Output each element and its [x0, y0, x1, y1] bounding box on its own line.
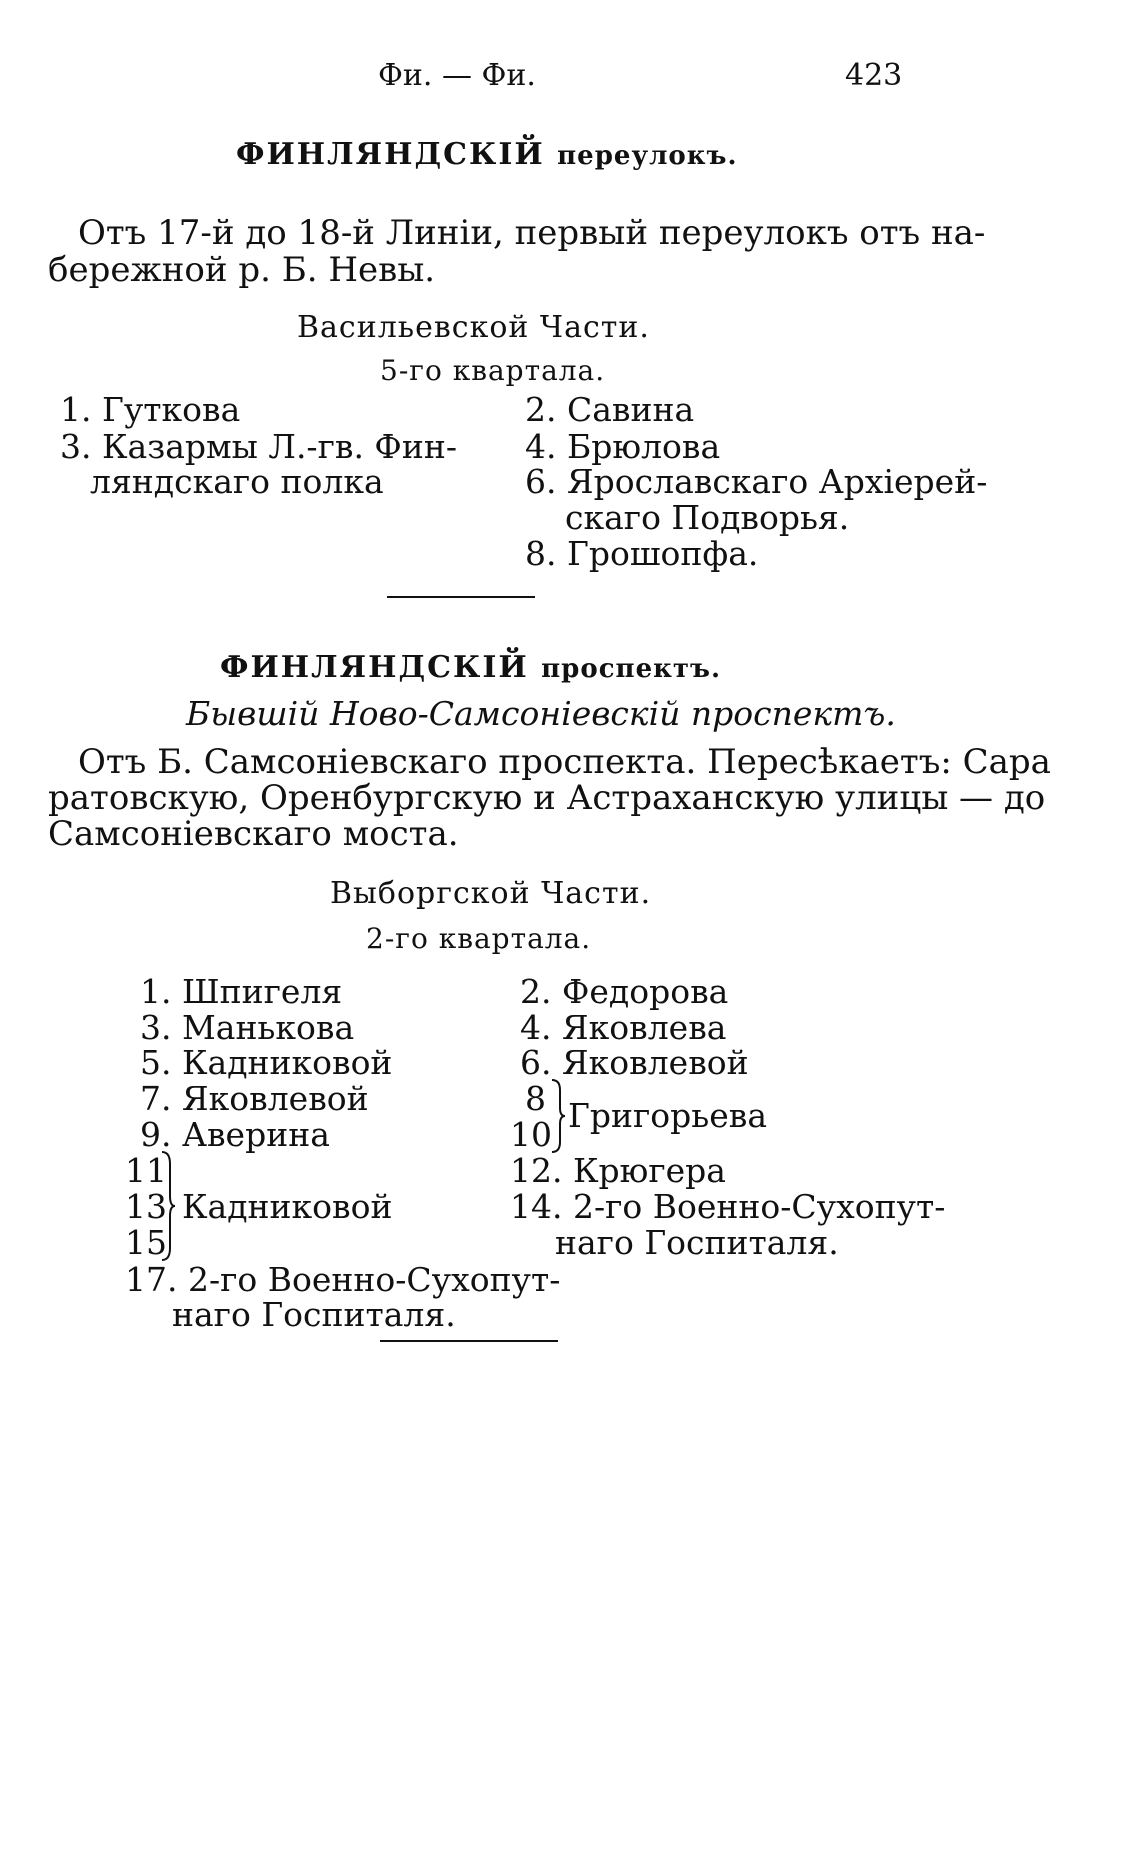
list-item: 17. 2-го Военно-Сухопут- [125, 1260, 561, 1299]
list-item: 4. Яковлева [520, 1008, 727, 1047]
description-line: Отъ Б. Самсоніевскаго проспекта. Пересѣкаетъ: Сара [78, 742, 1051, 782]
description-line: Отъ 17-й до 18-й Линіи, первый переулокъ отъ на- [78, 213, 986, 253]
former-name: Бывшій Ново-Самсоніевскій проспектъ. [186, 694, 896, 733]
description-line: бережной р. Б. Невы. [48, 250, 436, 290]
group-number: 10 [510, 1115, 552, 1154]
group-number: 15 [125, 1223, 167, 1262]
section-title-prospekt [220, 650, 721, 685]
list-item: 12. Крюгера [510, 1151, 726, 1190]
title-bold: ФИНЛЯНДСКІЙ [236, 137, 545, 172]
list-item: наго Госпиталя. [555, 1223, 839, 1262]
quarter-heading: 2-го квартала. [366, 922, 592, 955]
quarter-heading: 5-го квартала. [380, 354, 606, 387]
page-number: 423 [845, 58, 903, 93]
list-item: 5. Кадниковой [140, 1043, 393, 1082]
section-title-pereulok [236, 137, 738, 172]
list-item: 1. Гуткова [60, 390, 241, 429]
list-item: 3. Манькова [140, 1008, 355, 1047]
list-item: 7. Яковлевой [140, 1079, 369, 1118]
list-item: 14. 2-го Военно-Сухопут- [510, 1187, 946, 1226]
district-heading: Выборгской Части. [330, 876, 652, 911]
list-item: 6. Яковлевой [520, 1043, 749, 1082]
brace-icon [158, 1150, 176, 1266]
title-rest: проспектъ. [541, 654, 721, 684]
group-number: 11 [125, 1151, 167, 1190]
title-rest: переулокъ. [557, 141, 738, 171]
list-item: 4. Брюлова [525, 427, 721, 466]
title-bold: ФИНЛЯНДСКІЙ [220, 650, 529, 685]
section-divider [380, 1340, 558, 1342]
list-item: 6. Ярославскаго Архіерей- [525, 462, 988, 501]
list-item: ляндскаго полка [90, 462, 384, 501]
group-number: 8 [525, 1079, 546, 1118]
list-item: 9. Аверина [140, 1115, 330, 1154]
list-item: 2. Федорова [520, 972, 729, 1011]
district-heading: Васильевской Части. [297, 310, 650, 345]
list-item: 2. Савина [525, 390, 695, 429]
description-line: ратовскую, Оренбургскую и Астраханскую улицы — до [48, 778, 1046, 818]
group-number: 13 [125, 1187, 167, 1226]
brace-icon [548, 1078, 566, 1158]
group-name: Кадниковой [182, 1187, 393, 1226]
description-line: Самсоніевскаго моста. [48, 814, 459, 854]
running-head: Фи. — Фи. [378, 58, 536, 93]
section-divider [387, 596, 535, 598]
list-item: скаго Подворья. [565, 498, 850, 537]
list-item: наго Госпиталя. [172, 1295, 456, 1334]
list-item: 3. Казармы Л.-гв. Фин- [60, 427, 457, 466]
list-item: 8. Грошопфа. [525, 534, 759, 573]
group-name: Григорьева [568, 1096, 767, 1135]
list-item: 1. Шпигеля [140, 972, 343, 1011]
